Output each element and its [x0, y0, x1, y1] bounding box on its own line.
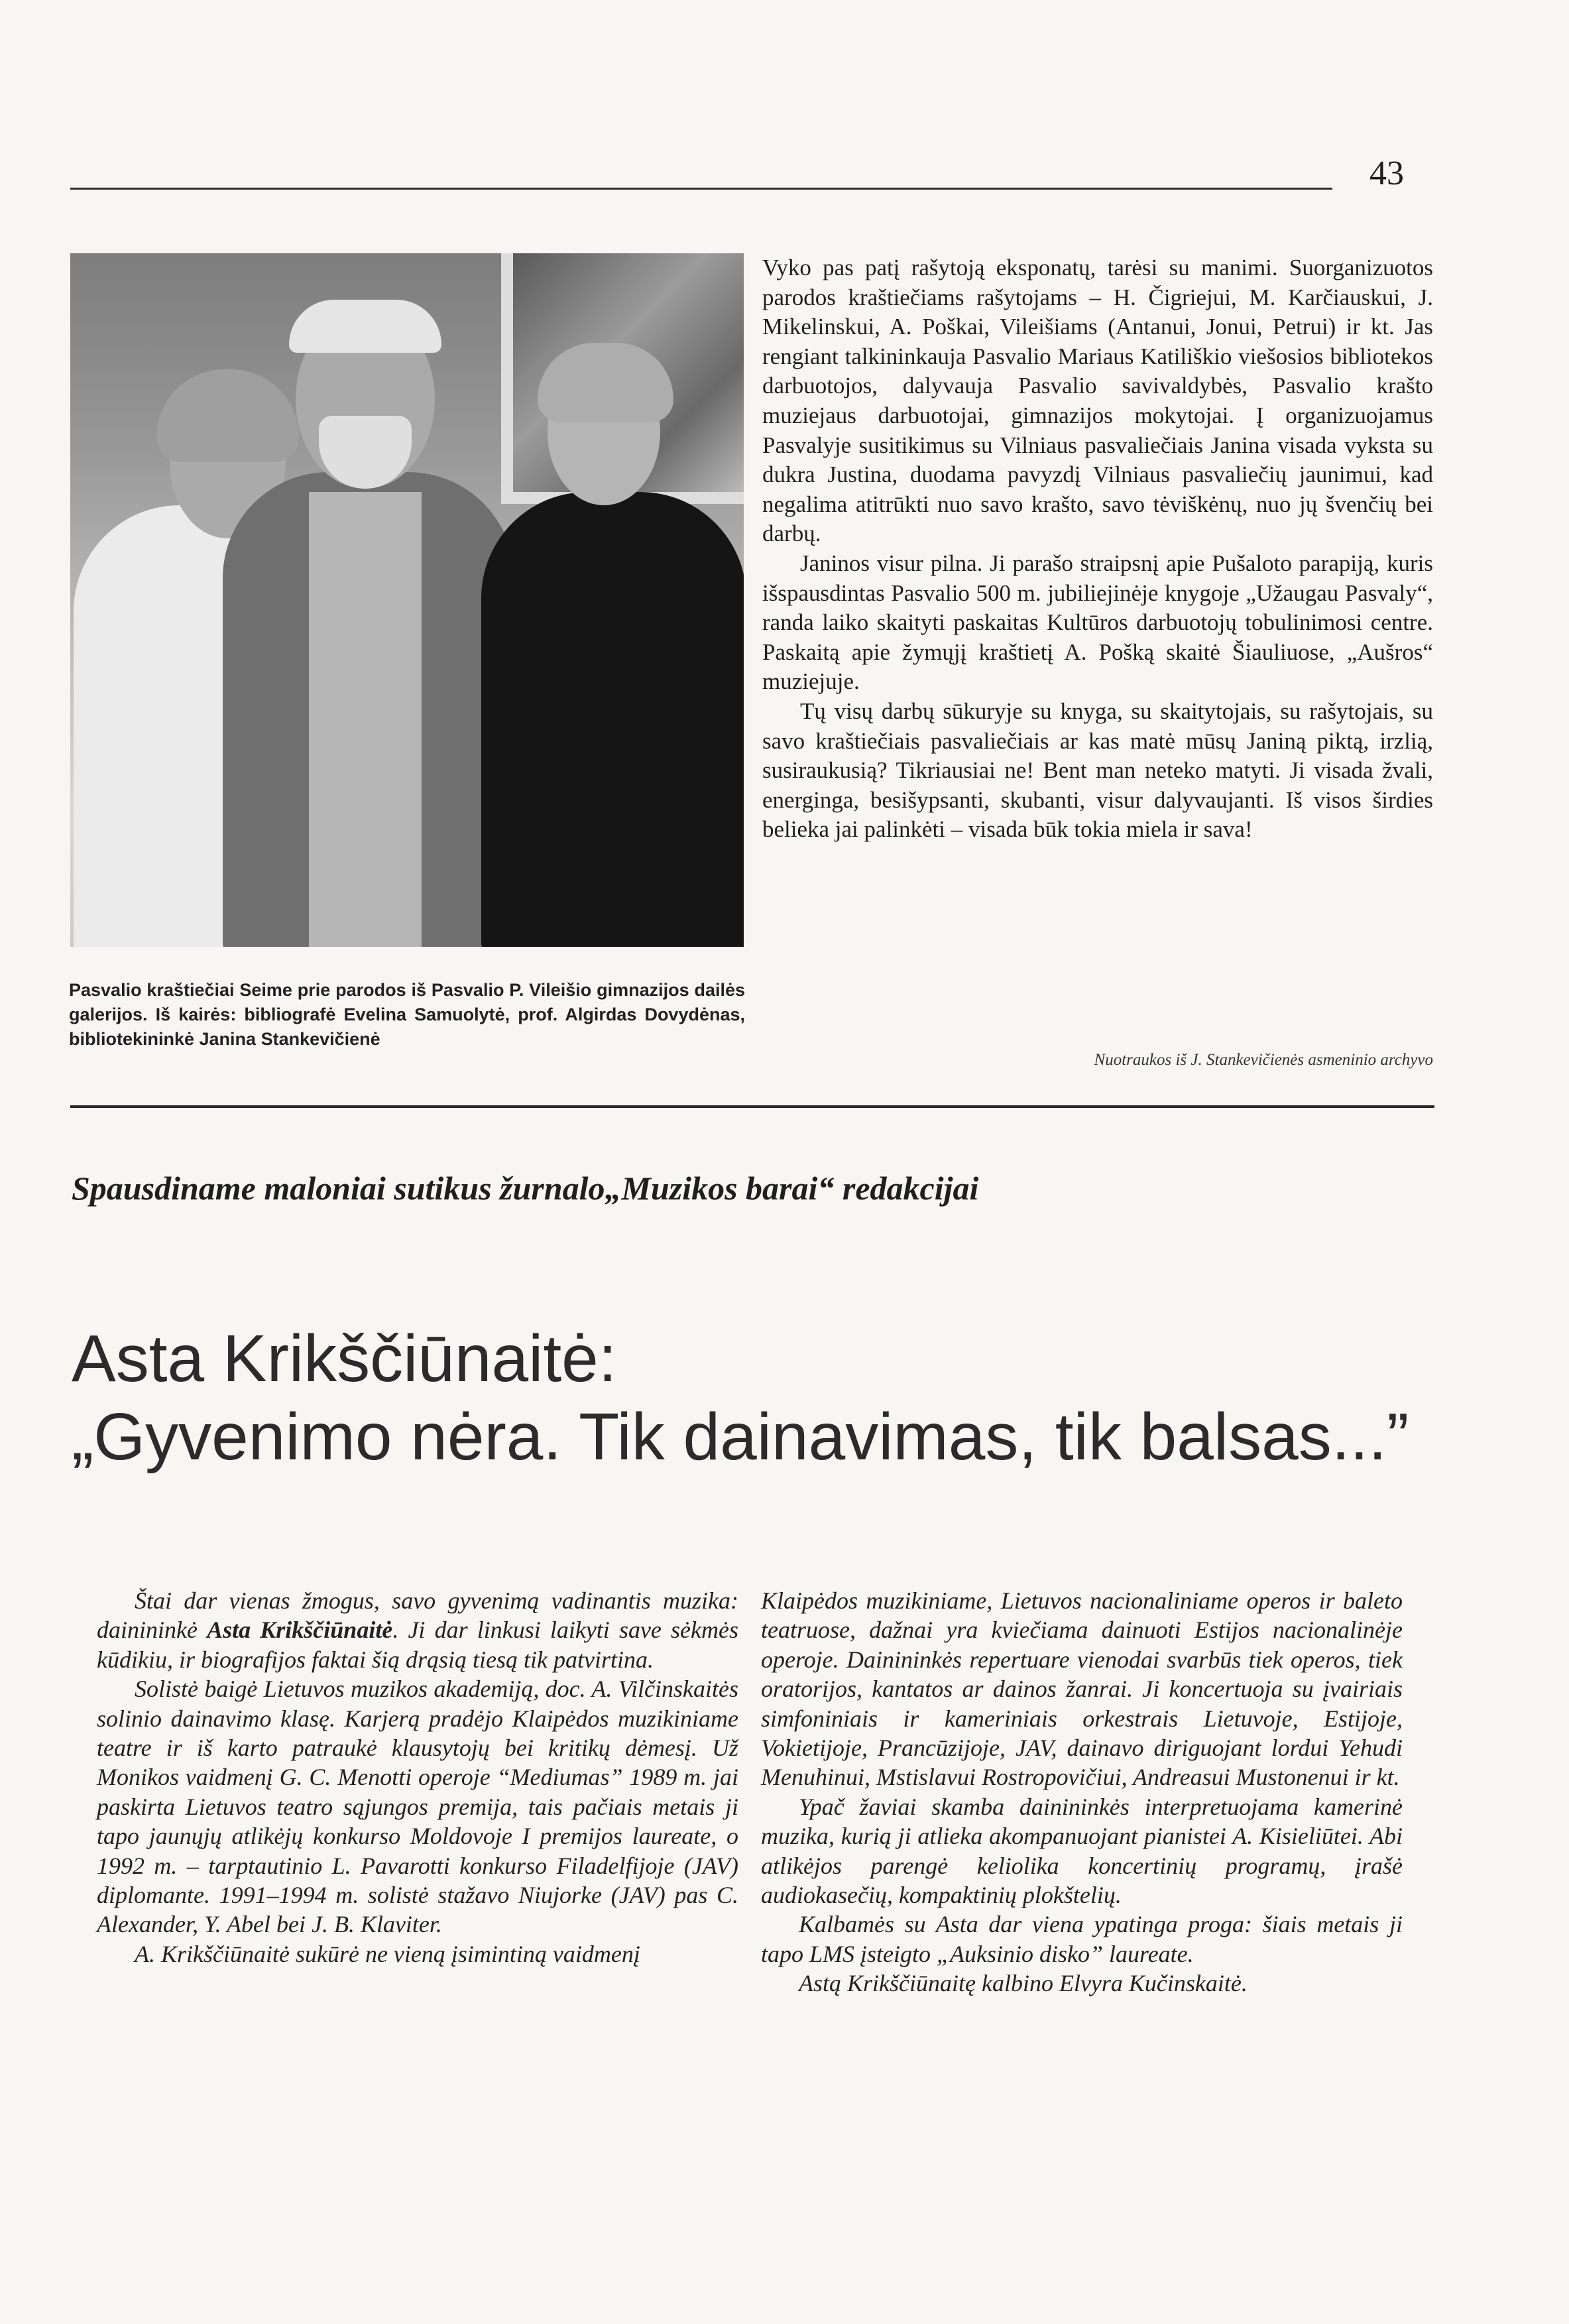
article-title [72, 1319, 1409, 1476]
intro-right-column [761, 1586, 1403, 1998]
page-number: 43 [1369, 154, 1404, 192]
paragraph: Tų visų darbų sūkuryje su knyga, su skaitytojais, su rašytojais, su savo kraštiečiais pasvaliečiais ar kas matė mūsų Janiną piktą, irzlią, susiraukusią? Tikriausiai ne! Bent man neteko matyti. Ji visada žvali, energinga, besišypsanti, skubanti, visur dalyvaujanti. Iš visos širdies belieka jai palinkėti – visada būk tokia miela ir sava! [762, 698, 1433, 843]
paragraph: Janinos visur pilna. Ji parašo straipsnį apie Pušaloto parapiją, kuris išspausdintas Pasvalio 500 m. jubiliejinėje knygoje „Užaugau Pasvaly“, randa laiko skaityti paskaitas Kultūros darbuotojų tobulinimosi centre. Paskaitą apie žymųjį kraštietį A. Pošką skaitė Šiauliuose, „Aušros“ muziejuje. [762, 550, 1433, 695]
title-line-1: Asta Krikščiūnaitė: [72, 1321, 617, 1396]
section-divider [70, 1105, 1434, 1108]
photo-credit: Nuotraukos iš J. Stankevičienės asmeninio archyvo [1094, 1051, 1433, 1069]
intro-paragraph: Kalbamės su Asta dar viena ypatinga proga: šiais metais ji tapo LMS įsteigto „Auksinio disko” laureate. [761, 1911, 1403, 1967]
intro-paragraph: Klaipėdos muzikiniame, Lietuvos nacionaliniame operos ir baleto teatruose, dažnai yra kviečiama dainuoti Estijos nacionalinėje operoje. Dainininkės repertuare vienodai svarbūs tiek operos, tiek oratorijos, kantatos ar dainos žanrai. Ji koncertuoja su įvairiais simfoniniais ir kameriniais orkestrais Lietuvoje, Estijoje, Vokietijoje, Prancūzijoje, JAV, dainavo diriguojant lordui Yehudi Menuhinui, Mstislavui Rostropovičiui, Andreasui Mustonenui ir kt. [761, 1587, 1403, 1791]
intro-text: Štai dar vienas žmogus, savo gyvenimą vadinantis muzika: dainininkė [97, 1587, 738, 1644]
figure-right [481, 492, 744, 947]
hair-left [156, 369, 299, 462]
intro-paragraph: Astą Krikščiūnaitę kalbino Elvyra Kučinskaitė. [799, 1970, 1248, 1997]
article-top-column [762, 253, 1433, 845]
photo-caption: Pasvalio kraštiečiai Seime prie parodos iš Pasvalio P. Vileišio gimnazijos dailės galerijos. Iš kairės: bibliografė Evelina Samuolytė, prof. Algirdas Dovydėnas, bibliotekininkė Janina Stankevičienė [69, 980, 745, 1049]
title-line-2: „Gyvenimo nėra. Tik dainavimas, tik balsas...” [72, 1400, 1409, 1474]
singer-name: Asta Krikščiūnaitė [207, 1617, 393, 1644]
paragraph: Vyko pas patį rašytoją eksponatų, tarėsi su manimi. Suorganizuotos parodos kraštiečiams rašytojams – H. Čigriejui, M. Karčiauskui, J. Mikelinskui, A. Poškai, Vileišiams (Antanui, Jonui, Petrui) ir kt. Jas rengiant talkininkauja Pasvalio Mariaus Katiliškio viešosios bibliotekos darbuotojos, dalyvauja Pasvalio savivaldybės, Pasvalio krašto muziejaus darbuotojai, gimnazijos mokytojai. Į organizuojamus Pasvalyje susitikimus su Vilniaus pasvaliečiais Janina visada vyksta su dukra Justina, duodama pavyzdį Vilniaus pasvaliečių jaunimui, kad negalima atitrūkti nuo savo krašto, savo tėviškėnų, nuo jų švenčių bei darbų. [762, 255, 1433, 547]
group-photo [70, 253, 744, 947]
intro-left-column [97, 1586, 738, 1969]
intro-text: . Ji dar linkusi laikyti save sėkmės kūdikiu, ir biografijos faktai šią drąsią tiesą tik patvirtina. [97, 1617, 739, 1673]
shirt-center [309, 492, 422, 947]
hair-center [289, 300, 441, 353]
intro-paragraph: A. Krikščiūnaitė sukūrė ne vieną įsimintiną vaidmenį [135, 1940, 640, 1967]
top-rule [70, 188, 1332, 190]
intro-paragraph: Ypač žaviai skamba dainininkės interpretuojama kamerinė muzika, kurią ji atlieka akompanuojant pianistei A. Kisieliūtei. Abi atlikėjos parengė keliolika koncertinių programų, įrašė audiokasečių, kompaktinių plokštelių. [761, 1793, 1403, 1909]
intro-paragraph [97, 1586, 738, 1674]
intro-paragraph: Solistė baigė Lietuvos muzikos akademiją, doc. A. Vilčinskaitės solinio dainavimo klasę. Karjerą pradėjo Klaipėdos muzikiniame teatre ir iš karto patraukė klausytojų bei kritikų dėmesį. Už Monikos vaidmenį G. C. Menotti operoje “Mediumas” 1989 m. jai paskirta Lietuvos teatro sąjungos premija, tais pačiais metais ji tapo jaunųjų atlikėjų konkurso Moldovoje I premijos laureate, o 1992 m. – tarptautinio L. Pavarotti konkurso Filadelfijoje (JAV) diplomante. 1991–1994 m. solistė stažavo Niujorke (JAV) pas C. Alexander, Y. Abel bei J. B. Klaviter. [97, 1676, 738, 1938]
kicker: Spausdiname maloniai sutikus žurnalo„Muzikos barai“ redakcijai [72, 1170, 979, 1207]
